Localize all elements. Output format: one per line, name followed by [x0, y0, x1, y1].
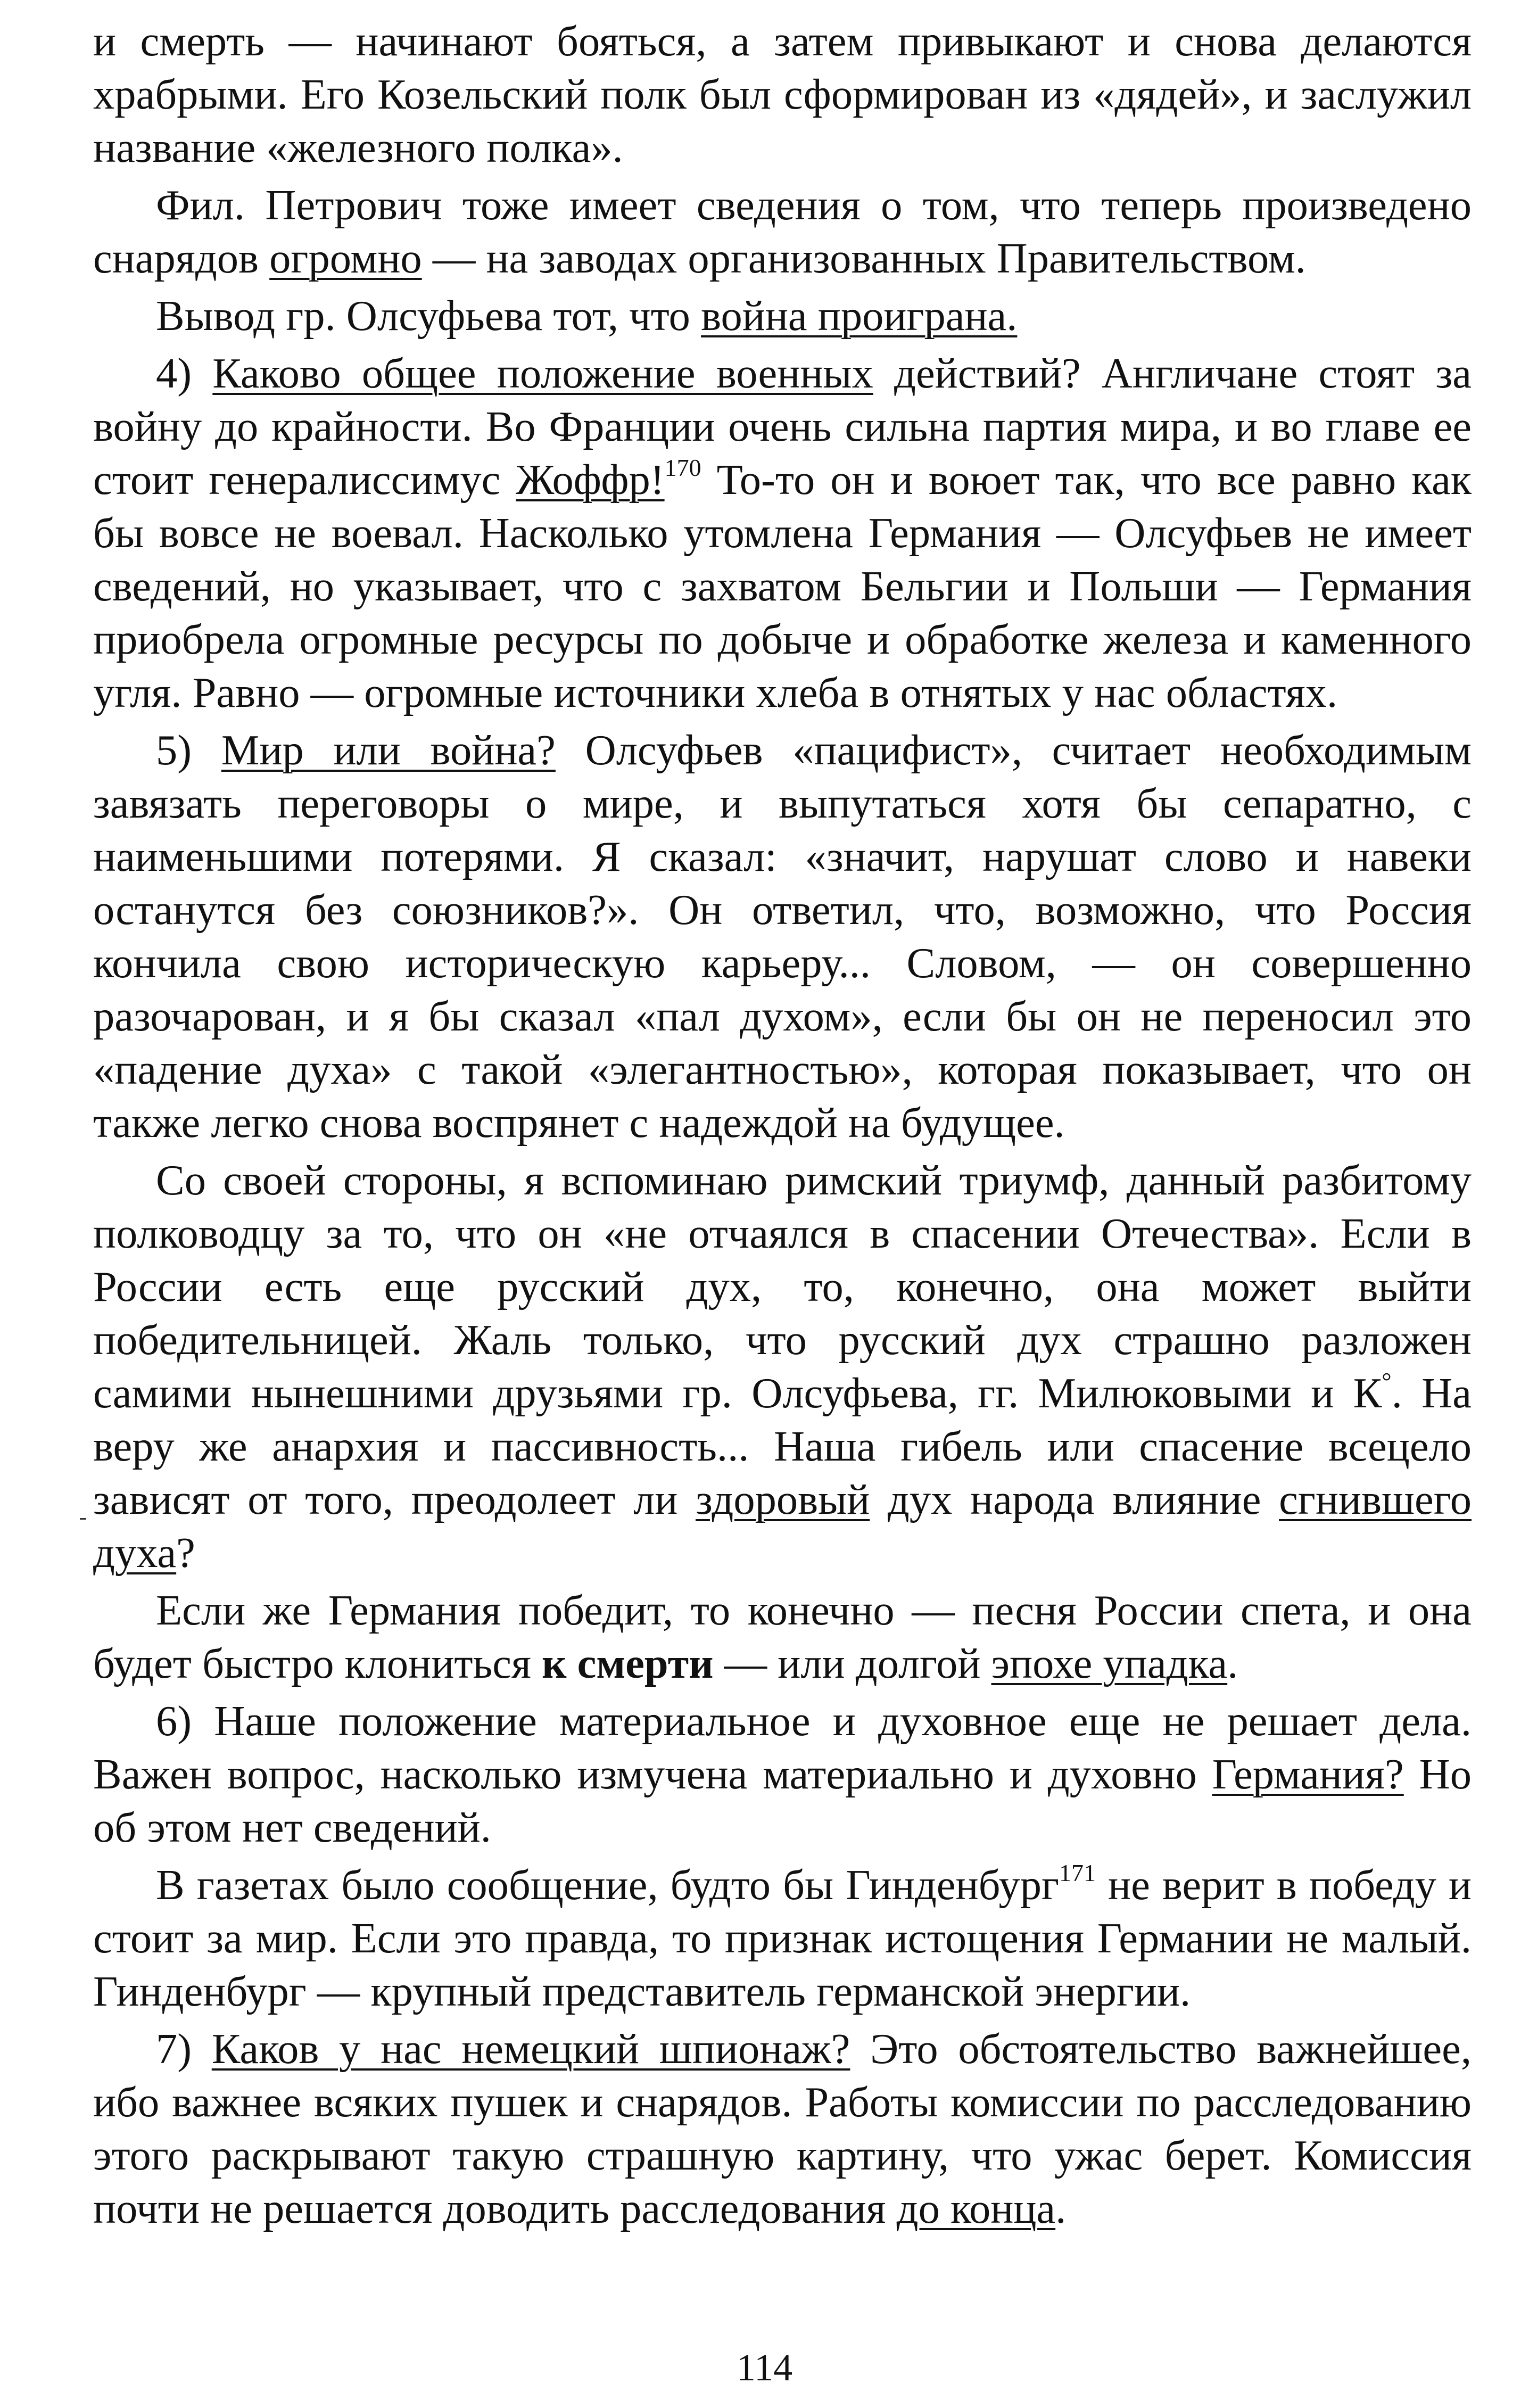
- underlined-text: Каков у нас немецкий шпионаж?: [211, 2025, 850, 2073]
- paragraph-text: Со своей стороны, я вспоминаю римский триумф, данный разбитому полководцу за то, что он «не отчаялся в спасении Отечества». Если в России есть еще русский дух, то, конечно, она может выйти победительницей. Жаль только, что русский дух страшно разложен самими нынешними друзьями гр. Олсуфьева, гг. Милюковыми и К: [93, 1157, 1472, 1417]
- paragraph-roman-triumph: [93, 1154, 1472, 1580]
- point-number: 5): [156, 727, 221, 774]
- paragraph-text: Это обстоятельство важнейшее, ибо важнее всяких пушек и снарядов. Работы комиссии по расследованию этого раскрывают такую страшную картину, что ужас берет. Комиссия почти не решается доводить расследования: [93, 2025, 1472, 2232]
- paragraph-point-5: [93, 724, 1472, 1150]
- paragraph-continuation: [93, 15, 1472, 175]
- paragraph-text: . На веру же анархия и пассивность... Наша гибель или спасение всецело зависят от того, преодолеет ли: [93, 1370, 1472, 1523]
- paragraph-text: Но об этом нет сведений.: [93, 1751, 1472, 1851]
- paragraph-text: Олсуфьев «пацифист», считает необходимым завязать переговоры о мире, и выпутаться хотя бы сепаратно, с наименьшими потерями. Я сказал: «значит, нарушат слово и навеки останутся без союзников?». Он ответил, что, возможно, что Россия кончила свою историческую карьеру... Словом, — он совершенно разочарован, и я бы сказал «пал духом», если бы он не переносил это «падение духа» с такой «элегантностью», которая показывает, что он также легко снова воспрянет с надеждой на будущее.: [93, 727, 1472, 1147]
- underlined-text: эпохе упадка: [991, 1640, 1228, 1687]
- paragraph-text: В газетах было сообщение, будто бы Гинденбург: [156, 1861, 1059, 1909]
- underlined-text: сгнившего духа: [93, 1476, 1472, 1577]
- footnote-marker: 170: [664, 454, 701, 482]
- paragraph-text: То-то он и воюет так, что все равно как бы вовсе не воевал. Насколько утомлена Германия — Олсуфьев не имеет сведений, но указывает, что с захватом Бельгии и Польши — Германия приобрела огромные ресурсы по добыче и обработке железа и каменного угля. Равно — огромные источники хлеба в отнятых у нас областях.: [93, 456, 1472, 716]
- underlined-text: Мир или война?: [221, 727, 556, 774]
- paragraph-text: не верит в победу и стоит за мир. Если это правда, то признак истощения Германии не малый. Гинденбург — крупный представитель германской энергии.: [93, 1861, 1472, 2015]
- footnote-marker: 171: [1059, 1859, 1096, 1887]
- bold-text: к смерти: [542, 1640, 714, 1687]
- paragraph-point-6: [93, 1695, 1472, 1854]
- underlined-text: до конца: [896, 2185, 1056, 2232]
- paragraph-text: ?: [176, 1529, 195, 1577]
- paragraph-text: .: [1055, 2185, 1067, 2232]
- underlined-text: здоровый: [696, 1476, 870, 1523]
- paragraph-conclusion: [93, 290, 1472, 343]
- paragraph-text: Вывод гр. Олсуфьева тот, что: [156, 292, 701, 340]
- page-number: 114: [736, 2346, 793, 2389]
- underlined-text: война проиграна.: [701, 292, 1018, 340]
- underlined-text: Каково общее положение военных: [212, 350, 873, 397]
- paragraph-text: Если же Германия победит, то конечно — песня России спета, и она будет быстро клониться: [93, 1587, 1472, 1687]
- point-number: 4): [156, 350, 213, 397]
- paragraph-text: дух народа влияние: [870, 1476, 1279, 1523]
- point-number: 7): [156, 2025, 212, 2073]
- body-text: [93, 15, 1472, 2240]
- underlined-text: Германия?: [1212, 1751, 1404, 1798]
- superscript-mark: °: [1382, 1367, 1392, 1395]
- paragraph-text: и смерть — начинают бояться, а затем привыкают и снова делаются храбрыми. Его Козельский полк был сформирован из «дядей», и заслужил название «железного полка».: [93, 18, 1472, 171]
- paragraph-text: Фил. Петрович тоже имеет сведения о том, что теперь произведено снарядов: [93, 182, 1472, 282]
- underlined-text: Жоффр!: [516, 456, 665, 504]
- paragraph-point-7: [93, 2023, 1472, 2236]
- paragraph-point-4: [93, 347, 1472, 720]
- underlined-text: огромно: [269, 235, 422, 282]
- paragraph-shell-production: [93, 179, 1472, 285]
- paragraph-text: .: [1227, 1640, 1238, 1687]
- paragraph-hindenburg: [93, 1859, 1472, 2018]
- paragraph-germany-wins: [93, 1584, 1472, 1690]
- paragraph-text: — на заводах организованных Правительством.: [421, 235, 1306, 282]
- paragraph-text: 6) Наше положение материальное и духовное еще не решает дела. Важен вопрос, насколько измучена материально и духовно: [93, 1697, 1472, 1798]
- paragraph-text: — или долгой: [713, 1640, 991, 1687]
- paragraph-text: действий? Англичане стоят за войну до крайности. Во Франции очень сильна партия мира, и во главе ее стоит генералиссимус: [93, 350, 1472, 504]
- margin-mark: [80, 1518, 86, 1520]
